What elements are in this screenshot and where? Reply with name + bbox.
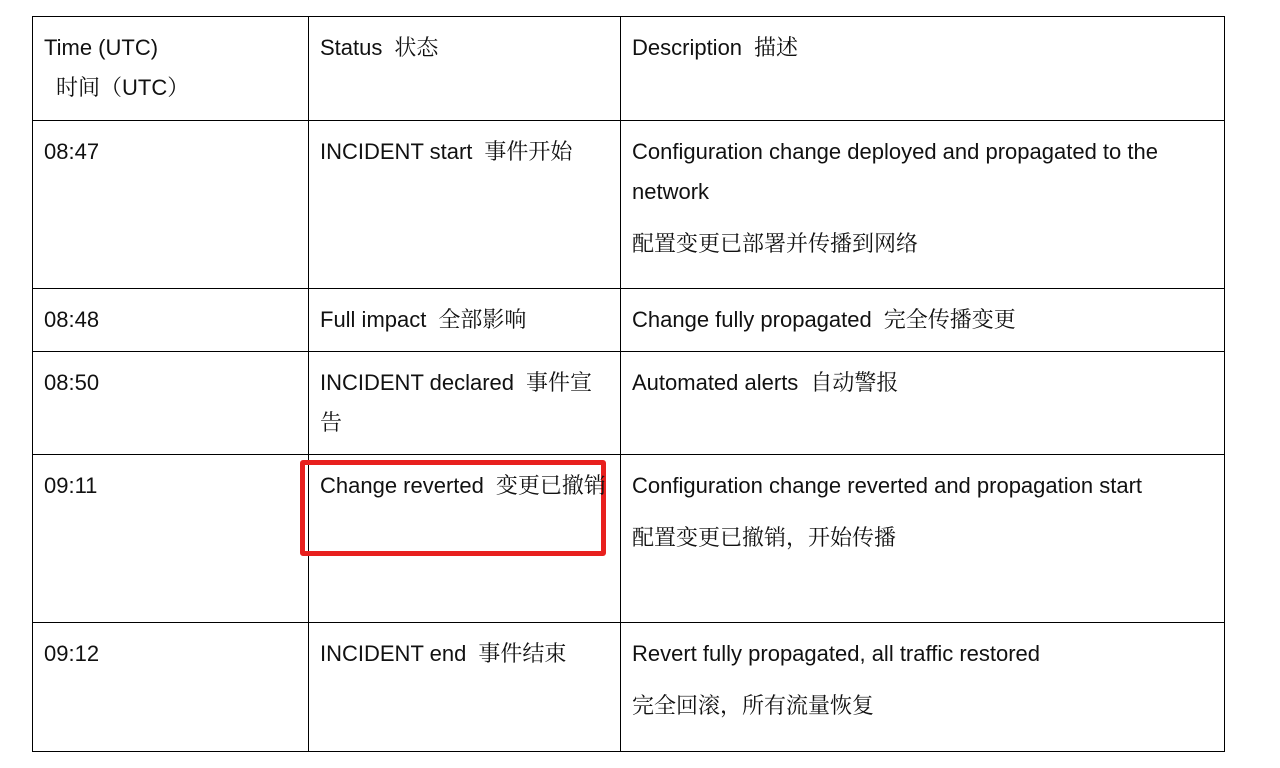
time-value: 08:50 <box>44 370 100 395</box>
description-cell <box>621 455 1225 623</box>
header-status-label-zh: 状态 <box>394 35 439 60</box>
status-label: INCIDENT declared <box>320 370 514 395</box>
table-row <box>33 352 1225 455</box>
description-cell <box>621 121 1225 289</box>
description-text: Configuration change deployed and propagated to the network <box>632 139 1158 204</box>
table-row <box>33 121 1225 289</box>
header-time <box>33 17 309 121</box>
time-value: 09:11 <box>44 473 98 498</box>
status-cell <box>309 623 621 752</box>
description-text: Configuration change reverted and propagation start <box>632 473 1143 498</box>
status-label-zh: 事件结束 <box>478 641 567 666</box>
status-label-zh: 变更已撤销 <box>495 473 606 498</box>
header-time-label-zh: 时间（UTC） <box>56 75 190 100</box>
description-cell <box>621 289 1225 352</box>
status-cell <box>309 455 621 623</box>
incident-timeline-table <box>32 16 1225 752</box>
status-label: INCIDENT end <box>320 641 467 666</box>
table-row <box>33 289 1225 352</box>
description-text-zh: 完全回滚，所有流量恢复 <box>632 693 875 718</box>
description-text: Change fully propagated <box>632 307 872 332</box>
status-cell <box>309 352 621 455</box>
header-status-label: Status <box>320 35 383 60</box>
header-description-label: Description <box>632 35 743 60</box>
description-text-zh: 配置变更已撤销，开始传播 <box>632 525 897 550</box>
description-cell <box>621 623 1225 752</box>
table-header-row <box>33 17 1225 121</box>
table-row <box>33 455 1225 623</box>
status-cell <box>309 289 621 352</box>
status-cell <box>309 121 621 289</box>
header-description <box>621 17 1225 121</box>
description-text: Revert fully propagated, all traffic restored <box>632 641 1041 666</box>
time-cell <box>33 623 309 752</box>
status-label: INCIDENT start <box>320 139 473 164</box>
time-value: 09:12 <box>44 641 100 666</box>
description-text: Automated alerts <box>632 370 799 395</box>
header-description-label-zh: 描述 <box>754 35 799 60</box>
time-value: 08:48 <box>44 307 100 332</box>
header-status <box>309 17 621 121</box>
header-time-label: Time (UTC) <box>44 35 159 60</box>
time-cell <box>33 455 309 623</box>
description-text-zh: 配置变更已部署并传播到网络 <box>632 231 919 256</box>
time-cell <box>33 352 309 455</box>
time-value: 08:47 <box>44 139 100 164</box>
status-label: Full impact <box>320 307 427 332</box>
time-cell <box>33 121 309 289</box>
time-cell <box>33 289 309 352</box>
description-text-zh: 完全传播变更 <box>883 307 1016 332</box>
description-text-zh: 自动警报 <box>810 370 899 395</box>
status-label-zh: 事件宣告 <box>320 370 593 435</box>
table-row <box>33 623 1225 752</box>
status-label-zh: 事件开始 <box>484 139 573 164</box>
status-label: Change reverted <box>320 473 484 498</box>
status-label-zh: 全部影响 <box>438 307 527 332</box>
description-cell <box>621 352 1225 455</box>
